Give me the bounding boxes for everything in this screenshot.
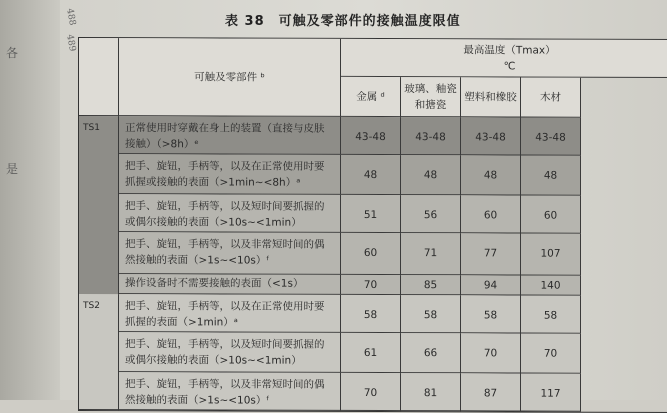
row-desc: 把手、旋钮，手柄等，以及非常短时间的偶然接触的表面（>1s~<10s）ᶠ [125, 238, 325, 267]
cell-metal: 43-48 [341, 117, 401, 155]
cell-wood: 58 [521, 295, 581, 333]
table-row [119, 154, 341, 195]
cell-metal: 60 [341, 233, 401, 275]
table-row [119, 194, 341, 233]
row-desc: 把手、旋钮，手柄等，以及短时间要抓握的或偶尔接触的表面（>10s~<1min） [125, 338, 325, 367]
cell-metal: 51 [341, 195, 401, 233]
temperature-limits-table [78, 37, 667, 413]
group-label: TS1 [83, 122, 100, 134]
cell-glass: 81 [401, 373, 461, 411]
cell-wood: 43-48 [521, 117, 581, 155]
cell-wood: 117 [521, 373, 581, 411]
cell-glass: 43-48 [401, 117, 461, 155]
header-metal [341, 77, 401, 117]
cell-glass: 58 [401, 295, 461, 333]
table-row [119, 232, 341, 275]
group-ts1 [79, 116, 119, 312]
cell-wood: 48 [521, 155, 581, 195]
table-row [119, 294, 341, 333]
cell-wood: 70 [521, 333, 581, 373]
cell-wood: 107 [521, 233, 581, 275]
cell-glass: 71 [401, 233, 461, 275]
header-glass-label: 玻璃、釉瓷和搪瓷 [404, 82, 457, 111]
header-group-cell [79, 38, 119, 116]
row-desc: 把手、旋钮，手柄等，以及非常短时间的偶然接触的表面（>1s~<10s）ᶠ [125, 378, 325, 407]
page-number-side: 489 [64, 33, 78, 53]
group-ts2 [79, 294, 119, 410]
cell-metal: 70 [341, 275, 401, 295]
cell-wood: 140 [521, 275, 581, 295]
row-desc: 正常使用时穿戴在身上的装置（直接与皮肤接触）（>8h）ᵉ [125, 122, 325, 151]
header-metal-label: 金属 ᵈ [356, 90, 385, 103]
header-unit: ℃ [503, 59, 516, 72]
cell-plastic: 70 [461, 333, 521, 373]
cell-glass: 85 [401, 275, 461, 295]
cell-metal: 48 [341, 155, 401, 195]
margin-char-1: 各 [6, 46, 19, 60]
header-part-label: 可触及零部件 ᵇ [194, 70, 265, 84]
cell-metal: 58 [341, 295, 401, 333]
cell-plastic: 60 [461, 195, 521, 233]
table-title: 表 38 可触及零部件的接触温度限值 [225, 14, 461, 29]
cell-wood: 60 [521, 195, 581, 233]
header-plastic-label: 塑料和橡胶 [464, 90, 517, 103]
cell-plastic: 48 [461, 155, 521, 195]
group-label: TS2 [83, 300, 100, 312]
row-desc: 把手、旋钮，手柄等，以及短时间要抓握的或偶尔接触的表面（>10s~<1min） [125, 200, 325, 229]
cell-glass: 48 [401, 155, 461, 195]
table-row [119, 372, 341, 411]
header-max-temp-label: 最高温度（Tmax） [463, 43, 556, 57]
margin-char-2: 是 [6, 162, 19, 176]
cell-plastic: 77 [461, 233, 521, 275]
row-desc: 把手、旋钮，手柄等，以及在正常使用时要抓握或接触的表面（>1min~<8h）ᵃ [125, 160, 325, 189]
cell-plastic: 94 [461, 275, 521, 295]
cell-metal: 61 [341, 333, 401, 373]
cell-metal: 70 [341, 373, 401, 411]
cell-plastic: 43-48 [461, 117, 521, 155]
header-glass [401, 77, 461, 117]
header-part-column [119, 38, 341, 117]
cell-glass: 66 [401, 333, 461, 373]
cell-plastic: 58 [461, 295, 521, 333]
table-row [119, 332, 341, 373]
page-number-top: 488 [64, 7, 78, 27]
header-wood-label: 木材 [540, 91, 561, 104]
row-desc: 操作设备时不需要接触的表面（<1s） [125, 277, 304, 290]
cell-glass: 56 [401, 195, 461, 233]
header-max-temp [341, 39, 667, 78]
row-desc: 把手、旋钮，手柄等，以及在正常使用时要抓握的表面（>1min）ᵃ [125, 300, 325, 329]
cell-plastic: 87 [461, 373, 521, 411]
table-row [119, 116, 341, 155]
table-row [119, 274, 341, 295]
header-wood [521, 77, 581, 117]
header-plastic [461, 77, 521, 117]
